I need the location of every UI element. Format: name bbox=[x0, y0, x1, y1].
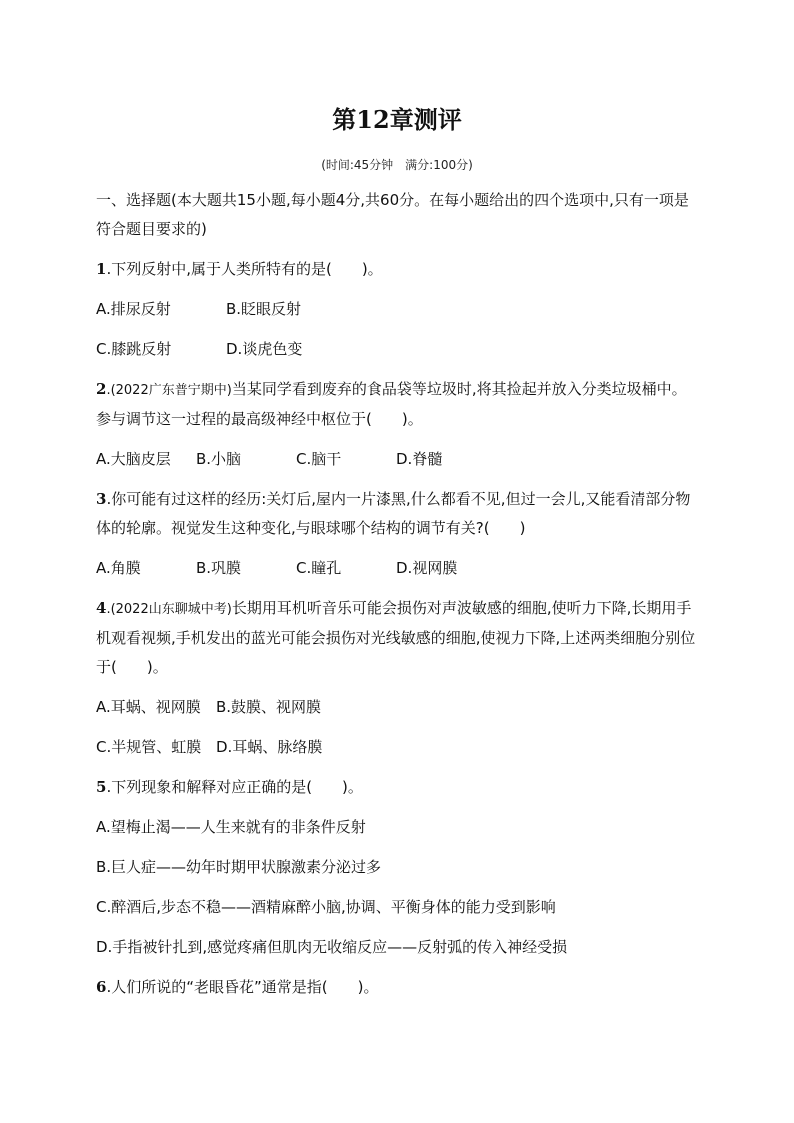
question-1-options-row-2 bbox=[96, 335, 698, 364]
option-d: D.谈虎色变 bbox=[226, 340, 303, 358]
question-3 bbox=[96, 485, 698, 543]
section-heading: 一、选择题(本大题共15小题,每小题4分,共60分。在每小题给出的四个选项中,只有一项是符合题目要求的) bbox=[96, 191, 689, 238]
question-text: .下列反射中,属于人类所特有的是( )。 bbox=[106, 260, 383, 278]
question-1 bbox=[96, 255, 698, 284]
question-2-options bbox=[96, 445, 698, 474]
option-b: B.巨人症——幼年时期甲状腺激素分泌过多 bbox=[96, 858, 382, 876]
question-number: 4 bbox=[96, 599, 107, 617]
option-d: D.视网膜 bbox=[396, 559, 458, 577]
option-b: B.鼓膜、视网膜 bbox=[216, 698, 322, 716]
option-c: C.醉酒后,步态不稳——酒精麻醉小脑,协调、平衡身体的能力受到影响 bbox=[96, 898, 556, 916]
option-a: A.大脑皮层 bbox=[96, 450, 171, 468]
option-a: A.角膜 bbox=[96, 559, 141, 577]
question-number: 2 bbox=[96, 380, 107, 398]
question-2 bbox=[96, 375, 698, 434]
option-d: D.手指被针扎到,感觉疼痛但肌肉无收缩反应——反射弧的传入神经受损 bbox=[96, 938, 568, 956]
question-4-options-row-1 bbox=[96, 693, 698, 722]
exam-time-score: (时间:45分钟 满分:100分) bbox=[321, 158, 473, 172]
option-a: A.望梅止渴——人生来就有的非条件反射 bbox=[96, 818, 366, 836]
option-c: C.半规管、虹膜 bbox=[96, 738, 202, 756]
question-5 bbox=[96, 773, 698, 802]
question-number: 1 bbox=[96, 260, 107, 278]
option-c: C.膝跳反射 bbox=[96, 340, 172, 358]
question-source: .(2022广东普宁期中) bbox=[106, 383, 232, 398]
option-c: C.脑干 bbox=[296, 450, 342, 468]
option-c: C.瞳孔 bbox=[296, 559, 342, 577]
option-a: A.耳蜗、视网膜 bbox=[96, 698, 201, 716]
question-number: 3 bbox=[96, 490, 107, 508]
page-title: 第12章测评 bbox=[332, 105, 462, 134]
question-6 bbox=[96, 973, 698, 1002]
question-source: .(2022山东聊城中考) bbox=[106, 602, 232, 617]
question-number: 6 bbox=[96, 978, 107, 996]
option-d: D.耳蜗、脉络膜 bbox=[216, 738, 323, 756]
question-text: .下列现象和解释对应正确的是( )。 bbox=[106, 778, 363, 796]
question-text: 当某同学看到废弃的食品袋等垃圾时,将其捡起并放入分类垃圾桶中。参与调节这一过程的最高级神经中枢位于( )。 bbox=[96, 380, 687, 428]
question-4 bbox=[96, 594, 698, 682]
question-number: 5 bbox=[96, 778, 107, 796]
option-d: D.脊髓 bbox=[396, 450, 443, 468]
question-text: .人们所说的“老眼昏花”通常是指( )。 bbox=[106, 978, 379, 996]
option-b: B.眨眼反射 bbox=[226, 300, 302, 318]
question-text: .你可能有过这样的经历:关灯后,屋内一片漆黑,什么都看不见,但过一会儿,又能看清部分物体的轮廓。视觉发生这种变化,与眼球哪个结构的调节有关?( ) bbox=[96, 490, 691, 537]
question-4-options-row-2 bbox=[96, 733, 698, 762]
question-3-options bbox=[96, 554, 698, 583]
question-text: 长期用耳机听音乐可能会损伤对声波敏感的细胞,使听力下降,长期用手机观看视频,手机发出的蓝光可能会损伤对光线敏感的细胞,使视力下降,上述两类细胞分别位于( )。 bbox=[96, 599, 696, 676]
option-b: B.小脑 bbox=[196, 450, 242, 468]
option-b: B.巩膜 bbox=[196, 559, 242, 577]
question-1-options-row-1 bbox=[96, 295, 698, 324]
option-a: A.排尿反射 bbox=[96, 300, 171, 318]
